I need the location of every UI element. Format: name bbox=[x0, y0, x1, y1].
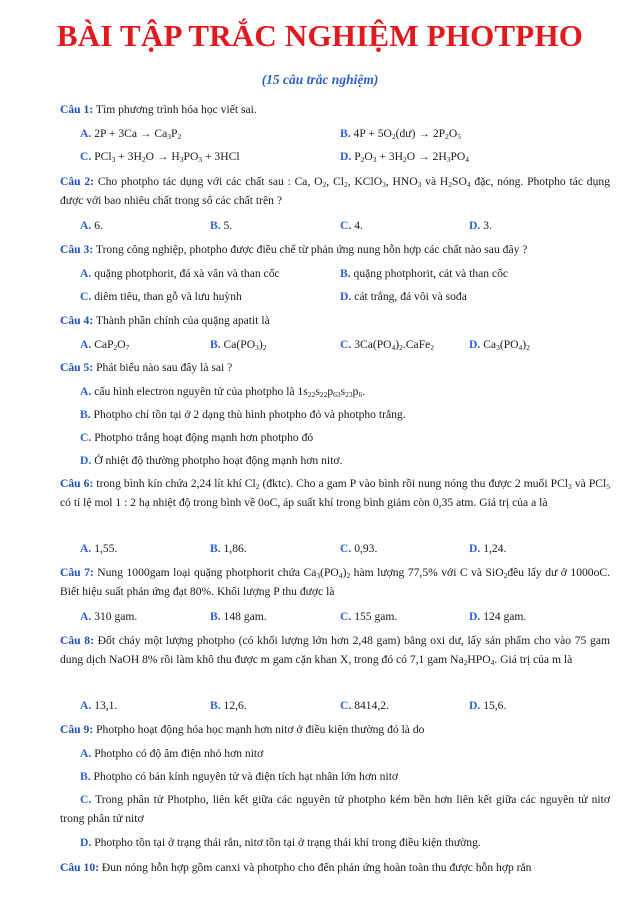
option-d: D. $Ca_3(PO_4)_2$ bbox=[469, 338, 530, 352]
option-a: A. cấu hình electron nguyên tử của photpho là $1s_{22}s_{22}p_{63}s_{23}p_6$. bbox=[80, 385, 366, 399]
option-c: C. 4. bbox=[340, 219, 363, 232]
question-10 bbox=[60, 858, 610, 877]
option-d: D. cát trắng, đá vôi và sođa bbox=[340, 290, 467, 303]
option-c: C. 8414,2. bbox=[340, 699, 389, 712]
option-b: B. $4P + 5O_2(dư) \to 2P_2O_5$ bbox=[340, 127, 461, 141]
option-d: D. 3. bbox=[469, 219, 492, 232]
option-d: D. 124 gam. bbox=[469, 610, 527, 623]
option-d: D. $P_2O_3 + 3H_2O \to 2H_3PO_4$ bbox=[340, 150, 470, 164]
option-d: D. Ở nhiệt độ thường photpho hoạt động mạnh hơn nitơ. bbox=[80, 454, 343, 467]
options-row bbox=[0, 539, 640, 558]
option-b: B. 1,86. bbox=[210, 542, 247, 555]
question-label: Câu 5: bbox=[60, 361, 94, 374]
question-label: Câu 9: bbox=[60, 723, 94, 736]
option-b: B. $Ca(PO_3)_2$ bbox=[210, 338, 267, 352]
option-b: B. 12,6. bbox=[210, 699, 247, 712]
option-a: A. 310 gam. bbox=[80, 610, 138, 623]
option-a: A. $CaP_2O_7$ bbox=[80, 338, 130, 352]
question-label: Câu 1: bbox=[60, 103, 94, 116]
question-text: Đun nóng hỗn hợp gồm canxi và photpho cho đến phản ứng hoàn toàn thu được hỗn hợp rắn bbox=[101, 861, 532, 874]
option-a: A. 1,55. bbox=[80, 542, 118, 555]
question-label: Câu 8: bbox=[60, 634, 94, 647]
question-label: Câu 10: bbox=[60, 861, 99, 874]
option-a: A. 6. bbox=[80, 219, 103, 232]
question-text: Cho photpho tác dụng với các chất sau : Ca, $O_2$, $Cl_2$, KClO$_3$, $HNO_3$ và $H_2SO_4$ đặc, nóng. Photpho tác dụng được với bao nhiêu chất trong số các chất trên ? bbox=[60, 175, 610, 207]
option-b: B. 5. bbox=[210, 219, 233, 232]
question-text: Photpho hoạt động hóa học mạnh hơn nitơ ở điều kiện thường đó là do bbox=[96, 723, 425, 736]
options-row bbox=[0, 335, 640, 354]
question-text: Tìm phương trình hóa học viết sai. bbox=[95, 103, 257, 116]
options-row bbox=[0, 607, 640, 626]
option-b: B. 148 gam. bbox=[210, 610, 267, 623]
option-c: C. 155 gam. bbox=[340, 610, 398, 623]
question-label: Câu 3: bbox=[60, 243, 94, 256]
options-row bbox=[0, 216, 640, 235]
question-2 bbox=[60, 172, 610, 210]
option-c: C. Photpho trắng hoạt động mạnh hơn photpho đỏ bbox=[80, 431, 314, 444]
question-7 bbox=[60, 563, 610, 601]
question-text: Trong công nghiệp, photpho được điều chế từ phản ứng nung hỗn hợp các chất nào sau đây ? bbox=[95, 243, 528, 256]
question-text: Đốt cháy một lượng photpho (có khối lượng lớn hơn 2,48 gam) bằng oxi dư, lấy sản phẩm cho vào 75 gam dung dịch NaOH 8% rồi làm khô thu được m gam cặn khan X, trong đó có 7,1 gam $Na_2HPO_4$. Giá trị của m là bbox=[60, 634, 610, 667]
options-row bbox=[0, 147, 640, 166]
question-text: trong bình kín chứa 2,24 lít khí $Cl_2$ (đktc). Cho a gam P vào bình rồi nung nóng thu được 2 muối PCl$_3$ và PCl$_5$ có tỉ lệ mol 1 : 2 hạ nhiệt độ trong bình về 0oC, áp suất khí trong bình giảm còn 0,35 atm. Giá trị của a là bbox=[60, 477, 610, 509]
question-8 bbox=[60, 631, 610, 669]
question-3 bbox=[60, 240, 610, 259]
question-1 bbox=[60, 100, 610, 119]
options-row bbox=[0, 287, 640, 306]
option-c: C. $3Ca(PO_4)_2.CaFe_2$ bbox=[340, 338, 435, 352]
page-subtitle: (15 câu trắc nghiệm) bbox=[261, 72, 379, 87]
question-9 bbox=[60, 720, 610, 739]
option-c: C. 0,93. bbox=[340, 542, 378, 555]
option-d: D. 1,24. bbox=[469, 542, 507, 555]
options-row bbox=[0, 124, 640, 143]
question-label: Câu 4: bbox=[60, 314, 94, 327]
question-4 bbox=[60, 311, 610, 330]
options-row bbox=[0, 696, 640, 715]
option-a: A. Photpho có độ âm điện nhỏ hơn nitơ bbox=[80, 747, 264, 760]
option-b: B. Photpho có bán kính nguyên tử và điện tích hạt nhân lớn hơn nitơ bbox=[80, 770, 399, 783]
question-text: Thành phần chính của quặng apatit là bbox=[95, 314, 270, 327]
option-c: C. diêm tiêu, than gỗ và lưu huỳnh bbox=[80, 290, 242, 303]
question-label: Câu 7: bbox=[60, 566, 94, 579]
question-text: Phát biểu nào sau đây là sai ? bbox=[96, 361, 233, 374]
option-c: C. $PCl_3 + 3H_2O \to H_3PO_3 + 3HCl$ bbox=[80, 150, 240, 164]
question-text: Nung 1000gam loại quặng photphorit chứa $Ca_3(PO_4)_2$ hàm lượng 77,5% với C và SiO$_2$đều lấy dư ở 1000oC. Biết hiệu suất phản ứng đạt 80%. Khối lượng P thu được là bbox=[60, 566, 611, 598]
question-label: Câu 2: bbox=[60, 175, 95, 188]
question-5 bbox=[60, 358, 610, 377]
option-a: A. quặng photphorit, đá xà vân và than cốc bbox=[80, 267, 280, 280]
question-label: Câu 6: bbox=[60, 477, 94, 490]
option-a: A. $2P + 3Ca \to Ca_3P_2$ bbox=[80, 127, 182, 141]
option-d: D. 15,6. bbox=[469, 699, 507, 712]
option-a: A. 13,1. bbox=[80, 699, 118, 712]
option-c: C. Trong phân tử Photpho, liên kết giữa các nguyên tử photpho kém bền hơn liên kết giữa các nguyên tử nitơ trong phân tử nitơ bbox=[60, 793, 610, 825]
options-row bbox=[0, 264, 640, 283]
option-b: B. Photpho chỉ tồn tại ở 2 dạng thù hình photpho đỏ và photpho trắng. bbox=[80, 408, 406, 421]
option-d: D. Photpho tồn tại ở trạng thái rắn, nitơ tồn tại ở trạng thái khí trong điều kiện thường. bbox=[80, 836, 481, 849]
question-6 bbox=[60, 474, 610, 512]
page-title: BÀI TẬP TRẮC NGHIỆM PHOTPHO bbox=[56, 18, 584, 53]
option-b: B. quặng photphorit, cát và than cốc bbox=[340, 267, 509, 280]
